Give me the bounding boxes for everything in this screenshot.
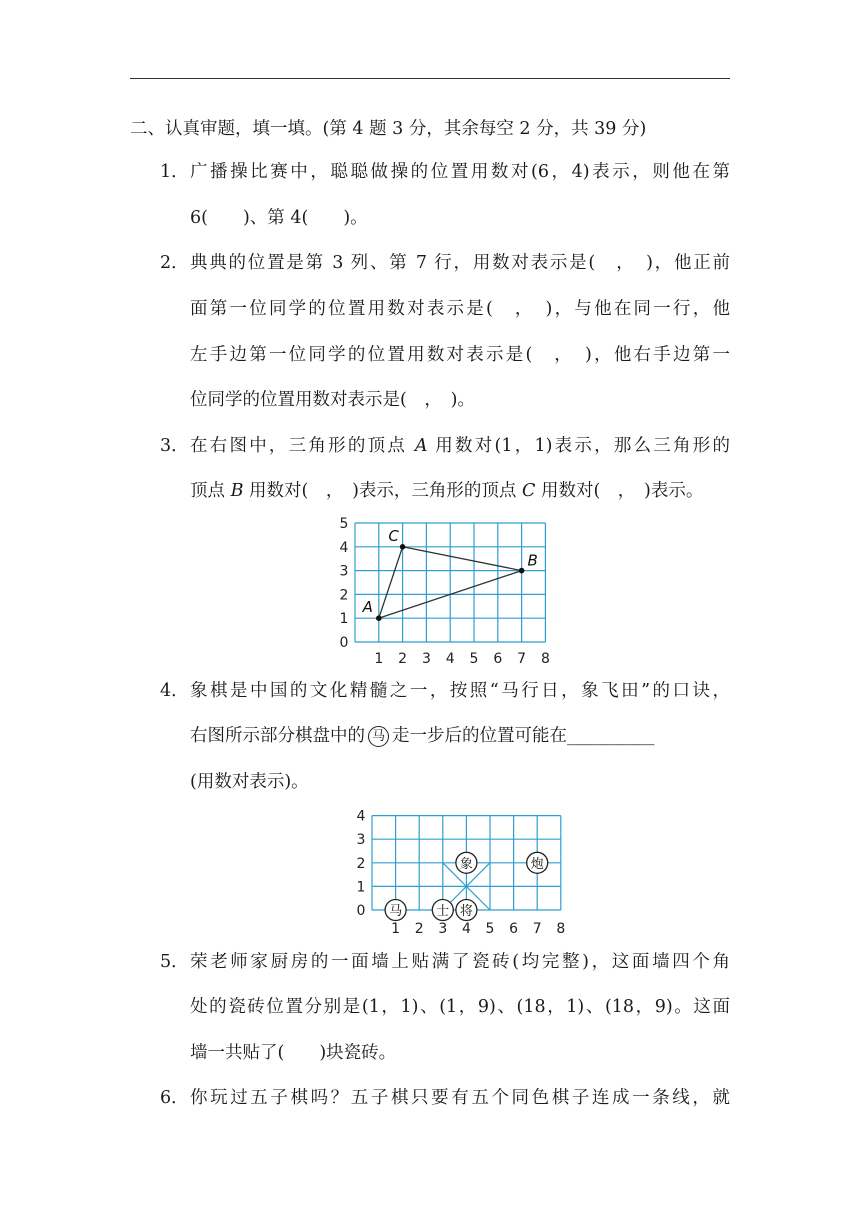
vertex-b-label: B (230, 481, 244, 501)
section-title: 二、认真审题，填一填。(第 4 题 3 分，其余每空 2 分，共 39 分) (130, 119, 647, 139)
vertex-point (376, 615, 382, 621)
y-tick-label: 3 (339, 563, 349, 580)
y-tick-label: 1 (356, 879, 366, 896)
q3-line-1 (190, 434, 730, 458)
chess-piece-label: 士 (436, 904, 450, 919)
vertex-c-label: C (521, 481, 536, 501)
x-tick-label: 1 (374, 651, 384, 667)
chess-piece-label: 象 (459, 856, 473, 872)
q3-text: 用数对( ， )表示，三角形的顶点 (243, 481, 522, 501)
q4-text: 走一步后的位置可能在__________ (392, 726, 655, 746)
x-tick-label: 2 (398, 651, 408, 667)
vertex-point (519, 568, 525, 574)
q4-line-3: (用数对表示)。 (190, 772, 309, 792)
x-tick-label: 8 (556, 921, 566, 937)
x-tick-label: 4 (445, 651, 455, 667)
x-tick-label: 6 (509, 921, 519, 937)
x-tick-label: 6 (493, 651, 503, 667)
vertex-label: A (362, 598, 373, 617)
x-tick-label: 3 (421, 651, 431, 667)
q4-line-1: 象棋是中国的文化精髓之一，按照“马行日，象飞田”的口诀， (190, 681, 730, 701)
q4-text: 右图所示部分棋盘中的 (190, 726, 365, 746)
x-tick-label: 5 (469, 651, 479, 667)
vertex-point (400, 544, 406, 550)
x-tick-label: 5 (485, 921, 495, 937)
header-rule (130, 78, 730, 79)
q3-text: 用数对( ， )表示。 (535, 481, 704, 501)
q6-line-1: 你玩过五子棋吗？五子棋只要有五个同色棋子连成一条线，就 (190, 1088, 730, 1108)
question-number-5: 5． (160, 952, 189, 972)
y-tick-label: 2 (339, 587, 349, 604)
y-tick-label: 4 (339, 539, 349, 556)
chessboard-figure (350, 806, 580, 944)
chess-piece-label: 将 (459, 904, 473, 919)
y-tick-label: 0 (356, 903, 366, 919)
q3-line-2 (190, 479, 703, 503)
q3-text: 在右图中，三角形的顶点 (190, 436, 415, 456)
chess-piece-label: 炮 (530, 856, 544, 872)
x-tick-label: 7 (517, 651, 527, 667)
q3-text: 顶点 (190, 481, 231, 501)
vertex-label: C (388, 526, 399, 545)
q2-line-2: 面第一位同学的位置用数对表示是( ， )，与他在同一行，他 (190, 299, 730, 319)
q5-line-3: 墙一共贴了( )块瓷砖。 (190, 1043, 397, 1063)
x-tick-label: 1 (391, 921, 401, 937)
question-number-2: 2． (160, 253, 189, 273)
q5-line-1: 荣老师家厨房的一面墙上贴满了瓷砖(均完整)，这面墙四个角 (190, 952, 730, 972)
triangle-grid-figure (330, 510, 570, 670)
q2-line-3: 左手边第一位同学的位置用数对表示是( ， )，他右手边第一 (190, 345, 730, 365)
q1-line-2: 6( )、第 4( )。 (190, 208, 368, 228)
vertex-label: B (527, 551, 538, 570)
question-number-4: 4． (160, 681, 189, 701)
y-tick-label: 5 (339, 516, 349, 532)
x-tick-label: 7 (532, 921, 542, 937)
question-number-6: 6． (160, 1088, 189, 1108)
q1-line-1: 广播操比赛中，聪聪做操的位置用数对(6，4)表示，则他在第 (190, 162, 730, 182)
q5-line-2: 处的瓷砖位置分别是(1，1)、(1，9)、(18，1)、(18，9)。这面 (190, 997, 730, 1017)
x-tick-label: 8 (540, 651, 550, 667)
horse-piece-icon: 马 (368, 726, 389, 747)
x-tick-label: 2 (414, 921, 424, 937)
q2-line-4: 位同学的位置用数对表示是( ， )。 (190, 390, 475, 410)
q4-line-2 (190, 724, 730, 748)
q3-text: 用数对(1，1)表示，那么三角形的 (427, 436, 730, 456)
x-tick-label: 3 (438, 921, 448, 937)
y-tick-label: 3 (356, 832, 366, 849)
y-tick-label: 2 (356, 855, 366, 872)
question-number-1: 1． (160, 162, 189, 182)
vertex-a-label: A (414, 436, 428, 456)
y-tick-label: 1 (339, 611, 349, 628)
chess-piece-label: 马 (389, 904, 403, 919)
question-number-3: 3． (160, 436, 189, 456)
q2-line-1: 典典的位置是第 3 列、第 7 行，用数对表示是( ， )，他正前 (190, 253, 730, 273)
y-tick-label: 4 (356, 808, 366, 825)
y-tick-label: 0 (339, 635, 349, 651)
x-tick-label: 4 (461, 921, 471, 937)
